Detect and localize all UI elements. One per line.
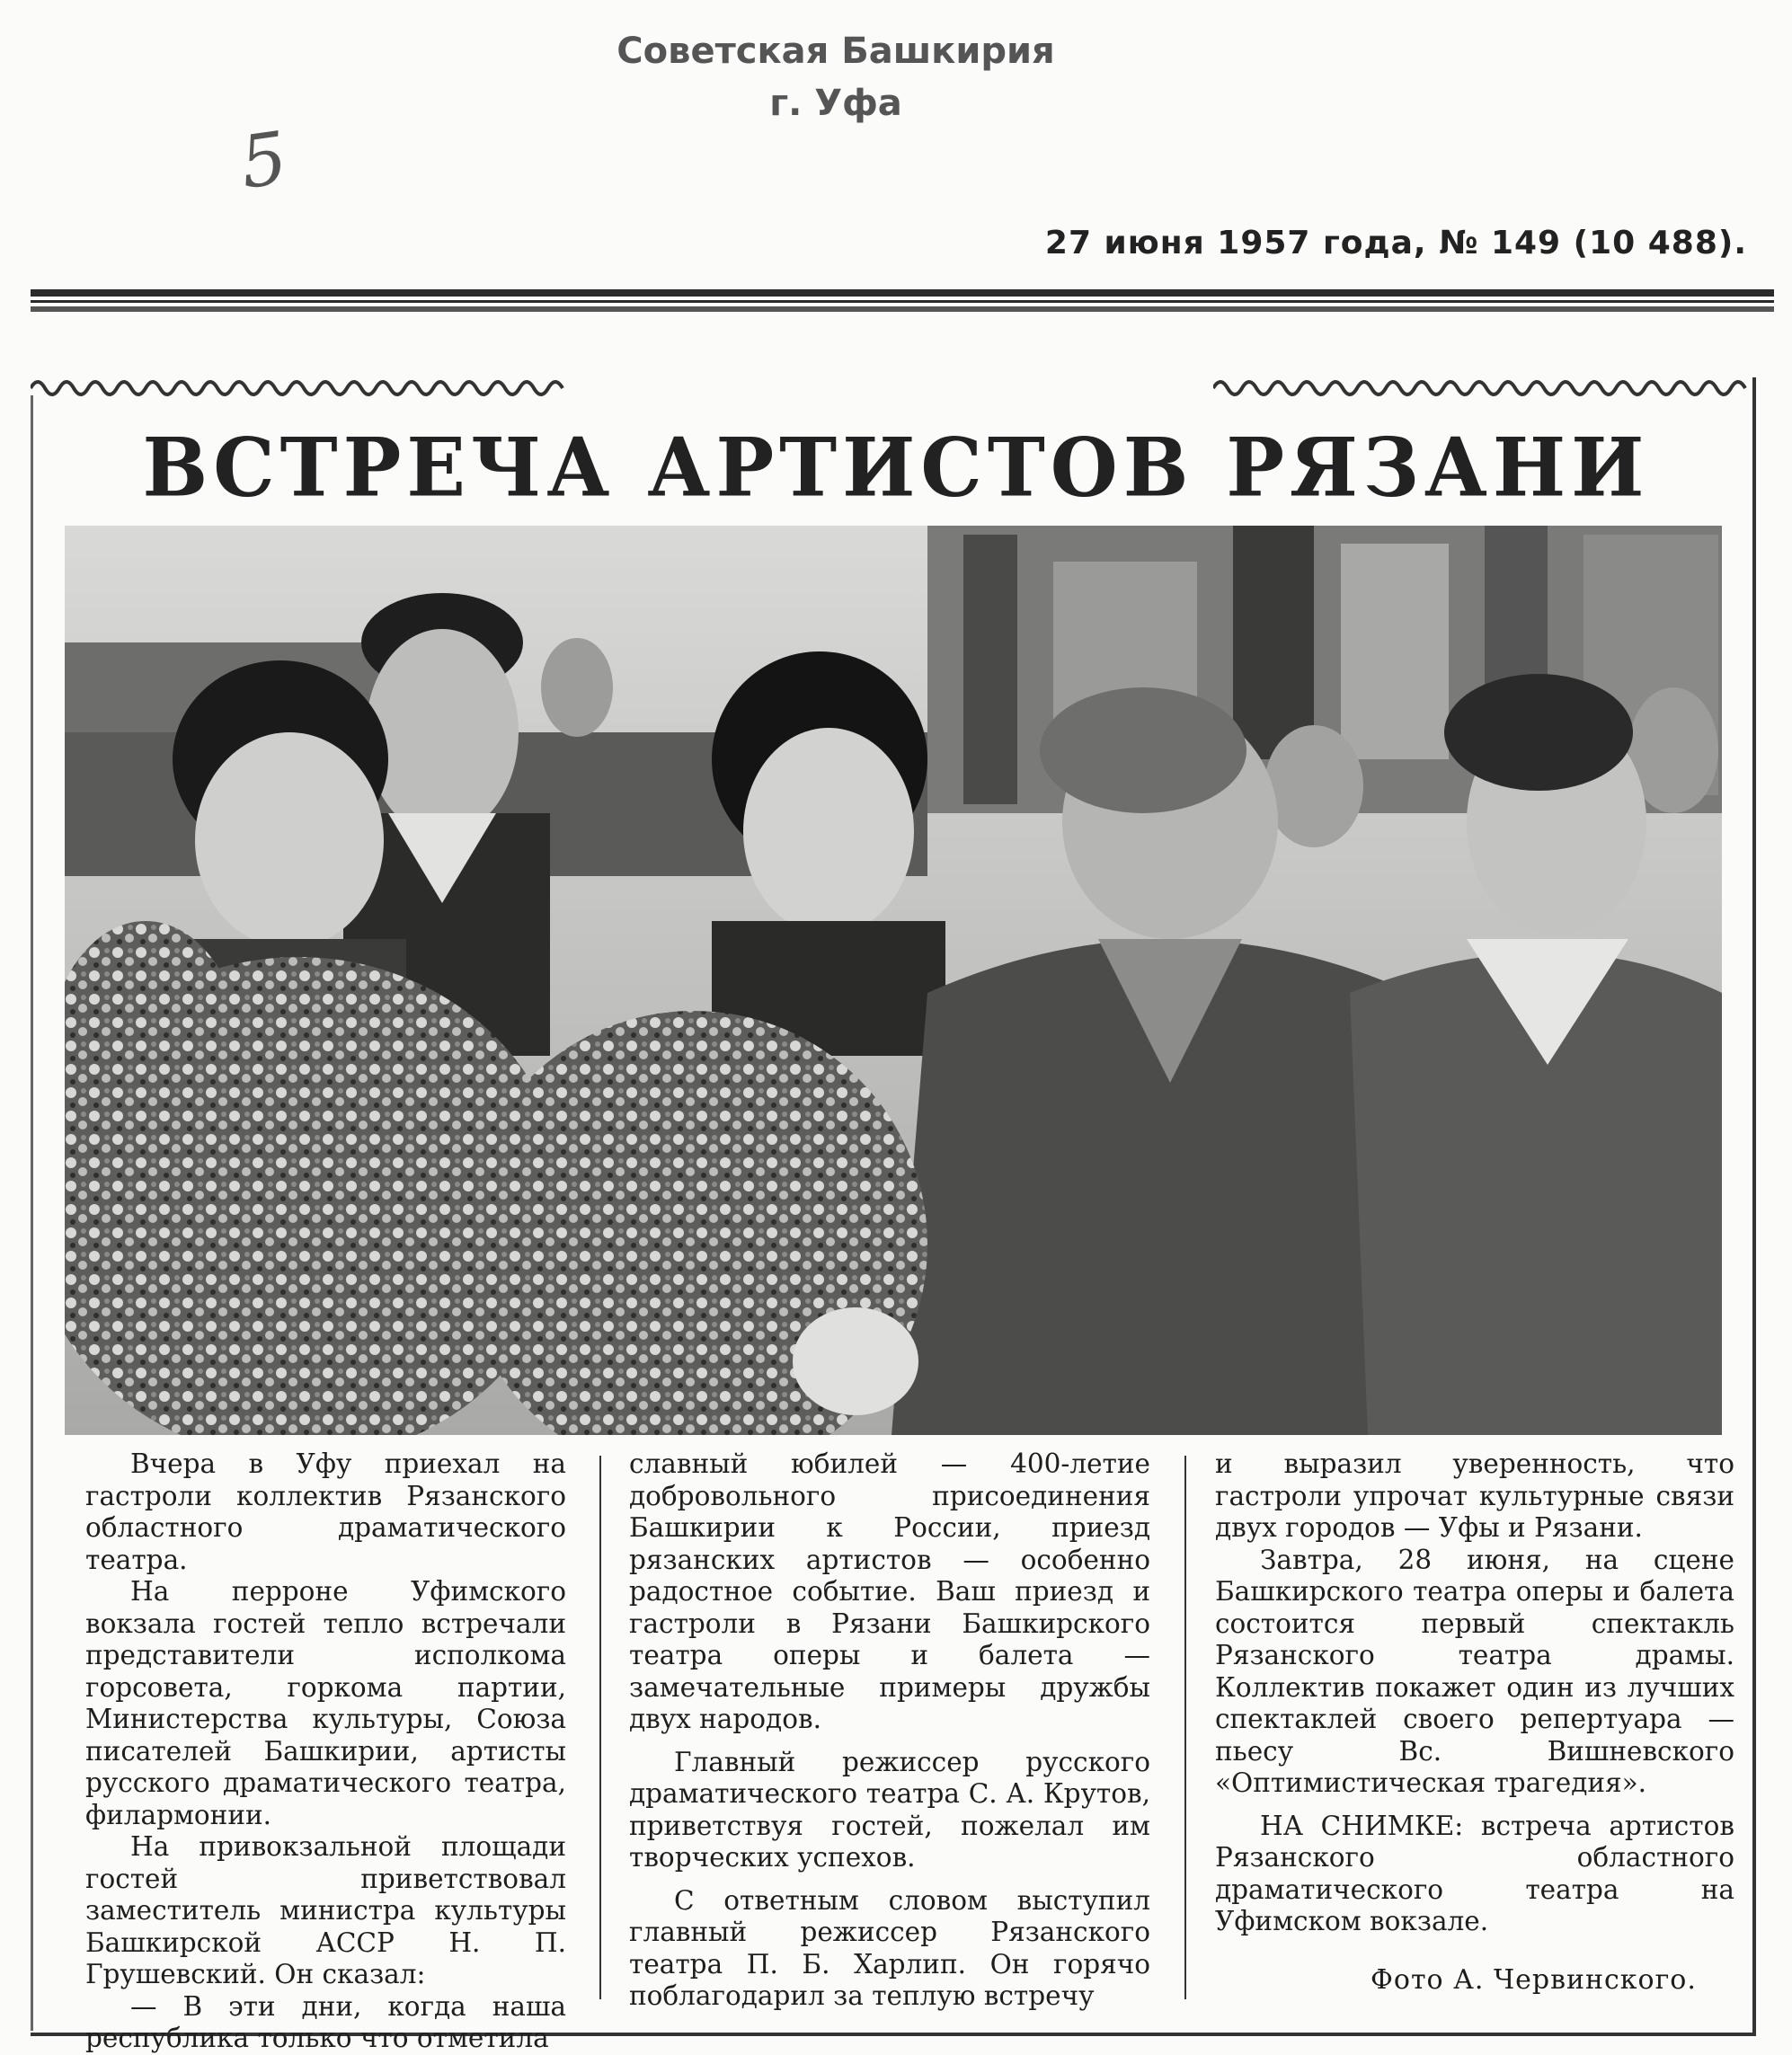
issue-dateline: 27 июня 1957 года, № 149 (10 488). [1044, 225, 1747, 261]
photo-credit: Фото А. Червинского. [1371, 1964, 1697, 1996]
paragraph: — В эти дни, когда наша республика только что отметила [85, 1990, 566, 2053]
wavy-border-right [1213, 370, 1752, 406]
article-column-1 [85, 1448, 566, 2055]
clipping-border-right [1752, 377, 1756, 2035]
paragraph: На привокзальной площади гостей приветствовал заместитель министра культуры Башкирской АССР Н. П. Грушевский. Он сказал: [85, 1831, 566, 1989]
paragraph: Завтра, 28 июня, на сцене Башкирского театра оперы и балета состоится первый спектакль Рязанского театра драмы. Коллектив покажет один из лучших спектаклей своего репертуара — пьесу Вс. Вишневского «Оптимистическая трагедия». [1215, 1544, 1734, 1798]
column-divider [599, 1456, 601, 1999]
article-column-2 [629, 1448, 1150, 2013]
stamp-newspaper-name: Советская Башкирия [617, 31, 1055, 72]
wavy-border-left [31, 370, 565, 406]
paragraph: славный юбилей — 400-летие добровольного присоединения Башкирии к России, приезд рязанских артистов — особенно радостное событие. Ваш приезд и гастроли в Рязани Башкирского театра оперы и балета — замечательные примеры дружбы двух народов. [629, 1448, 1150, 1734]
newspaper-stamp [539, 25, 1132, 129]
handwritten-page-number: 5 [235, 115, 293, 206]
article-column-3 [1215, 1448, 1734, 1938]
column-divider [1184, 1456, 1186, 1999]
header-rule-thick [31, 289, 1774, 297]
paragraph: Вчера в Уфу приехал на гастроли коллектив Рязанского областного драматического театра. [85, 1448, 566, 1575]
paragraph: и выразил уверенность, что гастроли упрочат культурные связи двух городов — Уфы и Рязани. [1215, 1448, 1734, 1543]
article-photo [65, 526, 1722, 1435]
photo-caption: НА СНИМКЕ: встреча артистов Рязанского областного драматического театра на Уфимском вокзале. [1215, 1810, 1734, 1936]
header-rule-bottom [31, 306, 1774, 312]
clipping-border-left [31, 395, 33, 2031]
photo-crowd-with-flowers-icon [65, 526, 1722, 1435]
paragraph: Главный режиссер русского драматического театра С. А. Крутов, приветствуя гостей, пожелал им творческих успехов. [629, 1746, 1150, 1873]
header-rule-thin [31, 300, 1774, 303]
stamp-city: г. Уфа [769, 83, 902, 124]
article-headline: ВСТРЕЧА АРТИСТОВ РЯЗАНИ [142, 420, 1650, 516]
paragraph: На перроне Уфимского вокзала гостей тепло встречали представители исполкома горсовета, горкома партии, Министерства культуры, Союза писателей Башкирии, артисты русского драматического театра, филармонии. [85, 1576, 566, 1830]
paragraph: С ответным словом выступил главный режиссер Рязанского театра П. Б. Харлип. Он горячо поблагодарил за теплую встречу [629, 1884, 1150, 2011]
